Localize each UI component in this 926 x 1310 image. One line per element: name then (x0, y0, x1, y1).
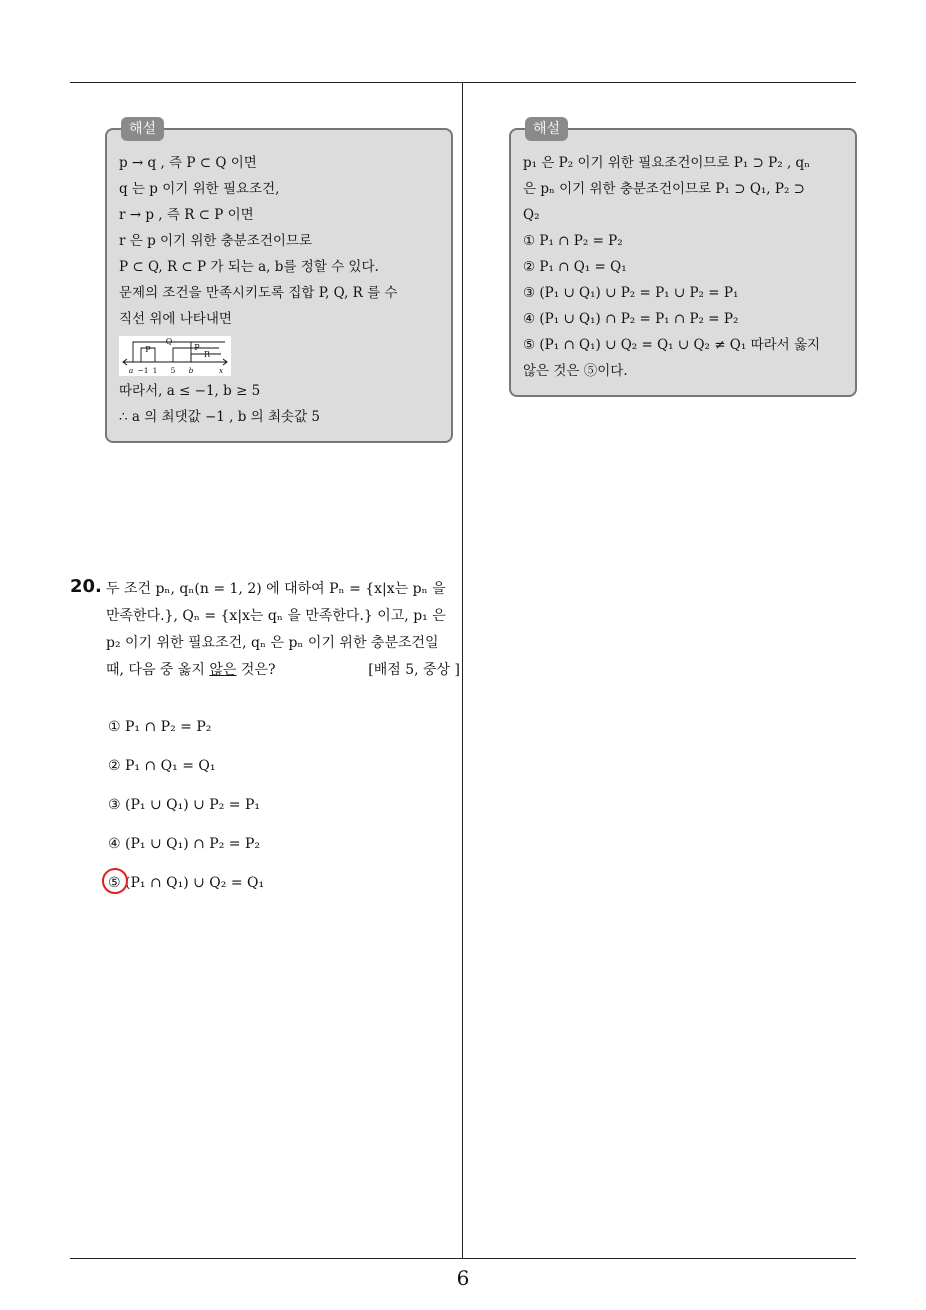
set-label-p: P (145, 345, 151, 354)
question-number: 20. (70, 576, 102, 597)
tick-label: x (218, 366, 224, 375)
solution-tag: 해설 (121, 117, 164, 141)
solution-line: ④ (P₁ ∪ Q₁) ∩ P₂ = P₁ ∩ P₂ = P₂ (523, 311, 739, 327)
solution-box-right (509, 121, 857, 397)
solution-line: 않은 것은 ⑤이다. (523, 363, 628, 379)
solution-line: 문제의 조건을 만족시키도록 집합 P, Q, R 를 수 (119, 285, 398, 301)
column-divider (462, 82, 463, 1258)
tick-label: a (128, 366, 134, 375)
solution-box-left (105, 121, 453, 443)
tick-label: b (188, 366, 194, 375)
choice-2[interactable]: ② P₁ ∩ Q₁ = Q₁ (108, 758, 216, 774)
question-line: p₂ 이기 위한 필요조건, qₙ 은 pₙ 이기 위한 충분조건일 (106, 635, 439, 651)
score-difficulty: [배점 5, 중상 ] (368, 662, 460, 678)
choice-5-wrapper (108, 870, 264, 909)
solution-line: ∴ a 의 최댓값 −1 , b 의 최솟값 5 (119, 409, 321, 425)
choice-5[interactable]: ⑤ (P₁ ∩ Q₁) ∪ Q₂ = Q₁ (108, 875, 265, 891)
solution-line: r → p , 즉 R ⊂ P 이면 (119, 207, 254, 223)
solution-tag: 해설 (525, 117, 568, 141)
set-label-p: P (194, 343, 200, 352)
solution-line: r 은 p 이기 위한 충분조건이므로 (119, 233, 313, 249)
solution-line: 은 pₙ 이기 위한 충분조건이므로 P₁ ⊃ Q₁, P₂ ⊃ (523, 181, 805, 197)
solution-line: P ⊂ Q, R ⊂ P 가 되는 a, b를 정할 수 있다. (119, 259, 379, 275)
choice-4[interactable]: ④ (P₁ ∪ Q₁) ∩ P₂ = P₂ (108, 836, 261, 852)
solution-line: Q₂ (523, 207, 540, 223)
tick-label: 5 (170, 366, 176, 375)
answer-circle-mark (102, 868, 128, 894)
solution-line: 직선 위에 나타내면 (119, 311, 232, 327)
solution-line: ② P₁ ∩ Q₁ = Q₁ (523, 259, 627, 275)
tick-label: −1 (137, 366, 149, 375)
top-rule (70, 82, 856, 83)
tick-label: 1 (152, 366, 158, 375)
question-line: 두 조건 pₙ, qₙ(n = 1, 2) 에 대하여 Pₙ = {x|x는 pₙ 을 (106, 581, 446, 597)
question-text: 때, 다음 중 옳지 (106, 662, 210, 678)
page-number: 6 (456, 1266, 470, 1290)
set-label-r: R (203, 350, 211, 359)
question-20 (70, 576, 460, 684)
underlined-word: 않은 (209, 662, 237, 678)
solution-line: q 는 p 이기 위한 필요조건, (119, 181, 280, 197)
answer-choices (108, 714, 264, 909)
question-line: 만족한다.}, Qₙ = {x|x는 qₙ 을 만족한다.} 이고, p₁ 은 (106, 608, 446, 624)
question-line-last (106, 657, 460, 684)
number-line-diagram (119, 336, 231, 376)
solution-line: ① P₁ ∩ P₂ = P₂ (523, 233, 623, 249)
bottom-rule (70, 1258, 856, 1259)
solution-line: 따라서, a ≤ −1, b ≥ 5 (119, 383, 261, 399)
solution-line: p → q , 즉 P ⊂ Q 이면 (119, 155, 257, 171)
solution-line: p₁ 은 P₂ 이기 위한 필요조건이므로 P₁ ⊃ P₂ , qₙ (523, 155, 811, 171)
set-label-q: Q (165, 337, 173, 346)
question-text: 것은? (236, 662, 276, 678)
choice-3[interactable]: ③ (P₁ ∪ Q₁) ∪ P₂ = P₁ (108, 797, 261, 813)
choice-1[interactable]: ① P₁ ∩ P₂ = P₂ (108, 719, 212, 735)
solution-line: ⑤ (P₁ ∩ Q₁) ∪ Q₂ = Q₁ ∪ Q₂ ≠ Q₁ 따라서 옳지 (523, 337, 821, 353)
solution-line: ③ (P₁ ∪ Q₁) ∪ P₂ = P₁ ∪ P₂ = P₁ (523, 285, 739, 301)
